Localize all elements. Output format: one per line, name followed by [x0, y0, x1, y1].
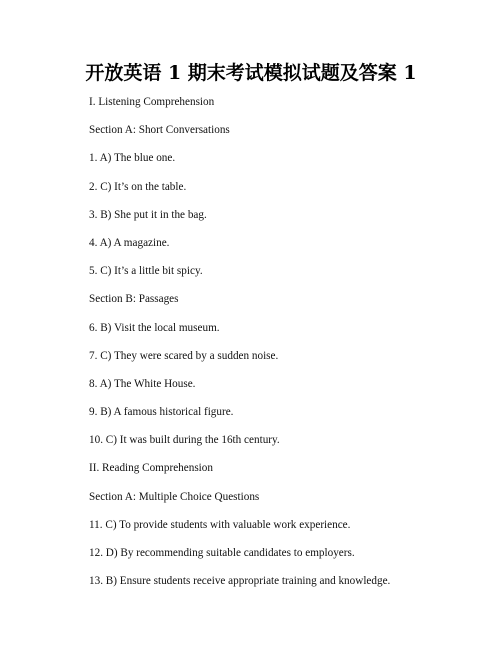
- answer-line: 6. B) Visit the local museum.: [89, 321, 220, 334]
- section-heading: II. Reading Comprehension: [89, 462, 213, 475]
- section-heading: I. Listening Comprehension: [89, 96, 215, 108]
- document-title: 开放英语 1 期末考试模拟试题及答案 1: [85, 62, 417, 84]
- subsection-heading: Section A: Multiple Choice Questions: [89, 490, 260, 503]
- answer-line: 7. C) They were scared by a sudden noise.: [89, 349, 279, 362]
- answer-list: [89, 95, 489, 602]
- answer-line: 4. A) A magazine.: [89, 236, 170, 249]
- answer-line: 12. D) By recommending suitable candidates to employers.: [89, 547, 355, 559]
- answer-line: 3. B) She put it in the bag.: [89, 208, 207, 221]
- answer-line: 1. A) The blue one.: [89, 152, 176, 165]
- answer-line: 8. A) The White House.: [89, 377, 196, 390]
- subsection-heading: Section A: Short Conversations: [89, 124, 230, 137]
- answer-line: 2. C) It’s on the table.: [89, 180, 187, 193]
- answer-line: 10. C) It was built during the 16th century.: [89, 434, 280, 447]
- answer-line: 11. C) To provide students with valuable work experience.: [89, 518, 351, 531]
- answer-line: 9. B) A famous historical figure.: [89, 406, 234, 419]
- answer-line: 5. C) It’s a little bit spicy.: [89, 265, 203, 278]
- answer-line: 13. B) Ensure students receive appropriate training and knowledge.: [89, 575, 391, 588]
- subsection-heading: Section B: Passages: [89, 293, 179, 306]
